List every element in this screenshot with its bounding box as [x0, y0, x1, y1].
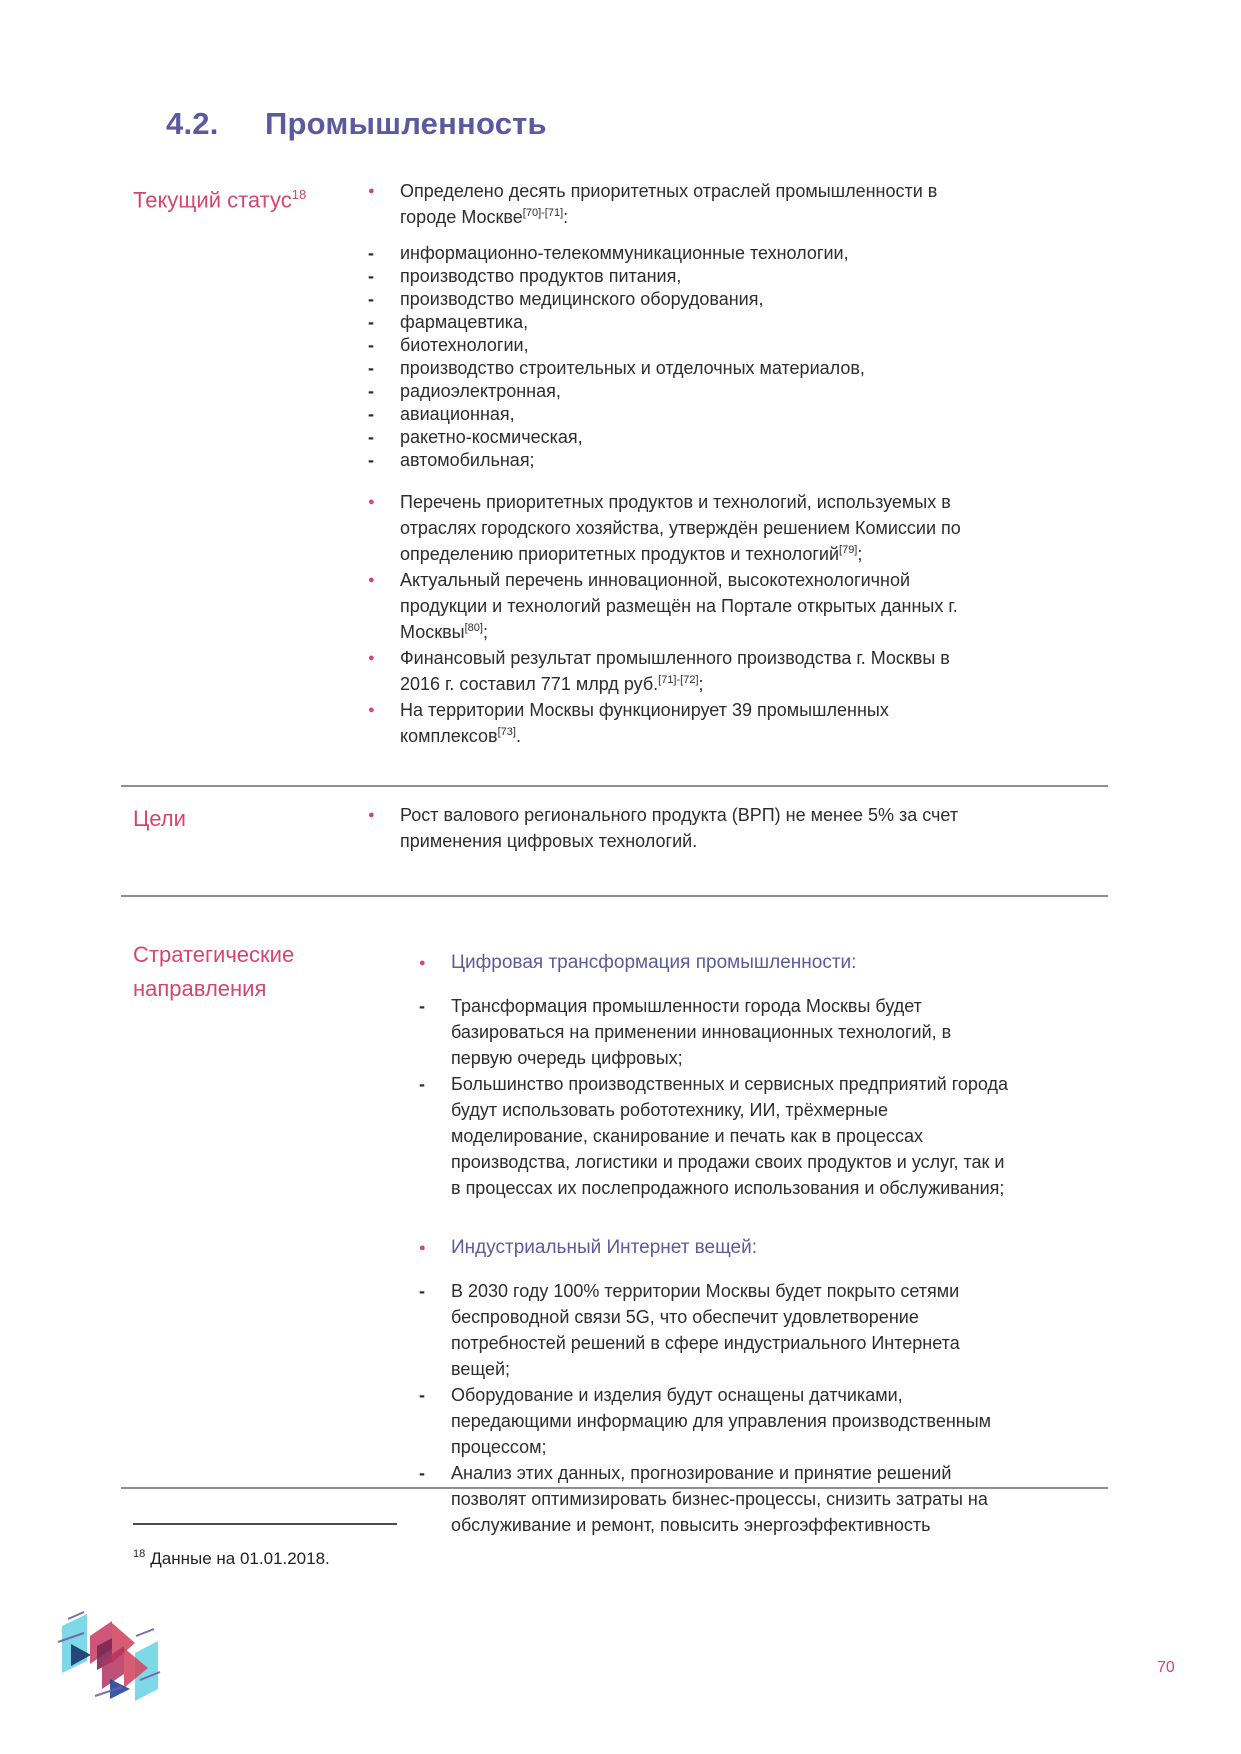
dash-item: [368, 449, 1113, 472]
industries-list: [368, 242, 1113, 472]
dash-text: Трансформация промышленности города Москвы будет базироваться на применении инновационных технологий, в первую очередь цифровых;: [451, 996, 952, 1068]
dash-item: [368, 265, 1113, 288]
bullet-text: На территории Москвы функционирует 39 промышленных комплексов: [400, 700, 889, 746]
section-current-status: [133, 178, 1113, 749]
dash-icon: -: [368, 427, 374, 447]
subsection-heading-text: Индустриальный Интернет вещей:: [451, 1237, 758, 1258]
footnote: [133, 1548, 330, 1569]
section-title: Промышленность: [265, 106, 547, 141]
dash-text: Анализ этих данных, прогнозирование и принятие решений позволят оптимизировать бизнес-процессы, снизить затраты на обслуживание и ремонт, повысить энергоэффективность: [451, 1463, 988, 1535]
dash-item: [419, 993, 1113, 1071]
brand-logo: [40, 1600, 180, 1715]
section-label-strategic-directions: Стратегические направления: [133, 942, 295, 1001]
strategy-group-industrial-iot: [419, 1235, 1113, 1538]
bullet-item: ● Актуальный перечень инновационной, высокотехнологичной продукции и технологий размещён на Портале открытых данных г. Москвы[80];: [368, 567, 1113, 645]
bullet-icon: ●: [368, 185, 375, 197]
dash-text: Оборудование и изделия будут оснащены датчиками, передающими информацию для управления производственным процессом;: [451, 1385, 992, 1457]
dash-icon: -: [368, 358, 374, 378]
section-content: [368, 938, 1113, 1572]
bullet-item: ● На территории Москвы функционирует 39 промышленных комплексов[73].: [368, 697, 1113, 749]
bullet-item: ● Перечень приоритетных продуктов и технологий, используемых в отраслях городского хозяйства, утверждён решением Комиссии по определению приоритетных продуктов и технологий[79];: [368, 489, 1113, 567]
bullet-item: ● Финансовый результат промышленного производства г. Москвы в 2016 г. составил 771 млрд руб.[71]-[72];: [368, 645, 1113, 697]
dash-item: [368, 311, 1113, 334]
dash-text: фармацевтика,: [400, 312, 529, 332]
section-divider: [121, 1487, 1108, 1489]
page-number: 70: [1157, 1659, 1175, 1676]
dash-icon: -: [419, 1281, 425, 1301]
bullet-icon: ●: [419, 957, 426, 969]
dash-icon: -: [368, 312, 374, 332]
dash-item: [368, 403, 1113, 426]
bullet-text: Перечень приоритетных продуктов и технологий, используемых в отраслях городского хозяйства, утверждён решением Комиссии по определению приоритетных продуктов и технологий: [400, 492, 961, 564]
bullet-icon: ●: [368, 652, 375, 664]
dash-text: Большинство производственных и сервисных предприятий города будут использовать робототехнику, ИИ, трёхмерные моделирование, сканирование и печать как в процессах производства, логистики и продажи своих продуктов и услуг, так и в процессах их послепродажного использования и обслуживания;: [451, 1074, 1009, 1198]
page-title: [166, 106, 547, 142]
dash-item: [419, 1071, 1113, 1201]
section-content: [368, 178, 1113, 749]
section-goals: [133, 802, 1113, 854]
dash-icon: -: [419, 996, 425, 1016]
bullet-text: Финансовый результат промышленного производства г. Москвы в 2016 г. составил 771 млрд руб.: [400, 648, 950, 694]
dash-item: [368, 380, 1113, 403]
strategy-group-digital-transformation: [419, 950, 1113, 1201]
reference-superscript: [73]: [497, 726, 516, 738]
subsection-heading-text: Цифровая трансформация промышленности:: [451, 952, 857, 973]
bullet-item: ● Определено десять приоритетных отраслей промышленности в городе Москве[70]-[71]:: [368, 178, 1113, 230]
dash-icon: -: [419, 1463, 425, 1483]
dash-icon: -: [368, 243, 374, 263]
reference-superscript: [79]: [839, 544, 858, 556]
dash-text: производство медицинского оборудования,: [400, 289, 764, 309]
dash-text: информационно-телекоммуникационные технологии,: [400, 243, 849, 263]
dash-text: радиоэлектронная,: [400, 381, 561, 401]
dash-icon: -: [368, 381, 374, 401]
section-divider: [121, 785, 1108, 787]
subsection-heading: [419, 950, 1113, 977]
reference-superscript: [80]: [464, 622, 483, 634]
bullet-icon: ●: [368, 496, 375, 508]
footnote-text: Данные на 01.01.2018.: [150, 1548, 330, 1568]
section-content: [368, 802, 1113, 854]
footnote-rule: [133, 1523, 397, 1525]
bullet-icon: ●: [368, 809, 375, 821]
dash-item: [368, 357, 1113, 380]
dash-item: [368, 242, 1113, 265]
subsection-heading: [419, 1235, 1113, 1262]
reference-superscript: [71]-[72]: [658, 674, 699, 686]
dash-text: производство продуктов питания,: [400, 266, 682, 286]
dash-text: производство строительных и отделочных материалов,: [400, 358, 865, 378]
bullet-text: Рост валового регионального продукта (ВРП) не менее 5% за счет применения цифровых технологий.: [400, 805, 959, 851]
footnote-number-superscript: 18: [133, 1548, 146, 1560]
bullet-icon: ●: [419, 1242, 426, 1254]
section-divider: [121, 895, 1108, 897]
footnote-ref-superscript: 18: [291, 187, 307, 202]
dash-item: [368, 288, 1113, 311]
bullet-item: [368, 802, 1113, 854]
dash-text: автомобильная;: [400, 450, 535, 470]
bullet-text: Актуальный перечень инновационной, высокотехнологичной продукции и технологий размещён на Портале открытых данных г. Москвы: [400, 570, 958, 642]
section-label-goals: Цели: [133, 806, 186, 831]
dash-item: [368, 426, 1113, 449]
dash-icon: -: [368, 335, 374, 355]
dash-text: ракетно-космическая,: [400, 427, 583, 447]
section-strategic-directions: [133, 938, 1113, 1572]
section-number: 4.2.: [166, 106, 219, 141]
dash-item: [419, 1278, 1113, 1382]
reference-superscript: [70]-[71]: [522, 207, 564, 219]
dash-text: В 2030 году 100% территории Москвы будет покрыто сетями беспроводной связи 5G, что обеспечит удовлетворение потребностей решений в сфере индустриального Интернета вещей;: [451, 1281, 960, 1379]
dash-item: [368, 334, 1113, 357]
bullet-text: Определено десять приоритетных отраслей промышленности в городе Москве: [400, 181, 938, 227]
bullet-icon: ●: [368, 704, 375, 716]
dash-icon: -: [368, 266, 374, 286]
dash-text: авиационная,: [400, 404, 515, 424]
dash-item: [419, 1460, 1113, 1538]
dash-item: [419, 1382, 1113, 1460]
dash-icon: -: [368, 404, 374, 424]
bullet-icon: ●: [368, 574, 375, 586]
dash-icon: -: [368, 289, 374, 309]
dash-icon: -: [419, 1385, 425, 1405]
dash-icon: -: [419, 1074, 425, 1094]
section-label-current-status: Текущий статус$^{18}$: [133, 187, 307, 213]
dash-icon: -: [368, 450, 374, 470]
dash-text: биотехнологии,: [400, 335, 529, 355]
